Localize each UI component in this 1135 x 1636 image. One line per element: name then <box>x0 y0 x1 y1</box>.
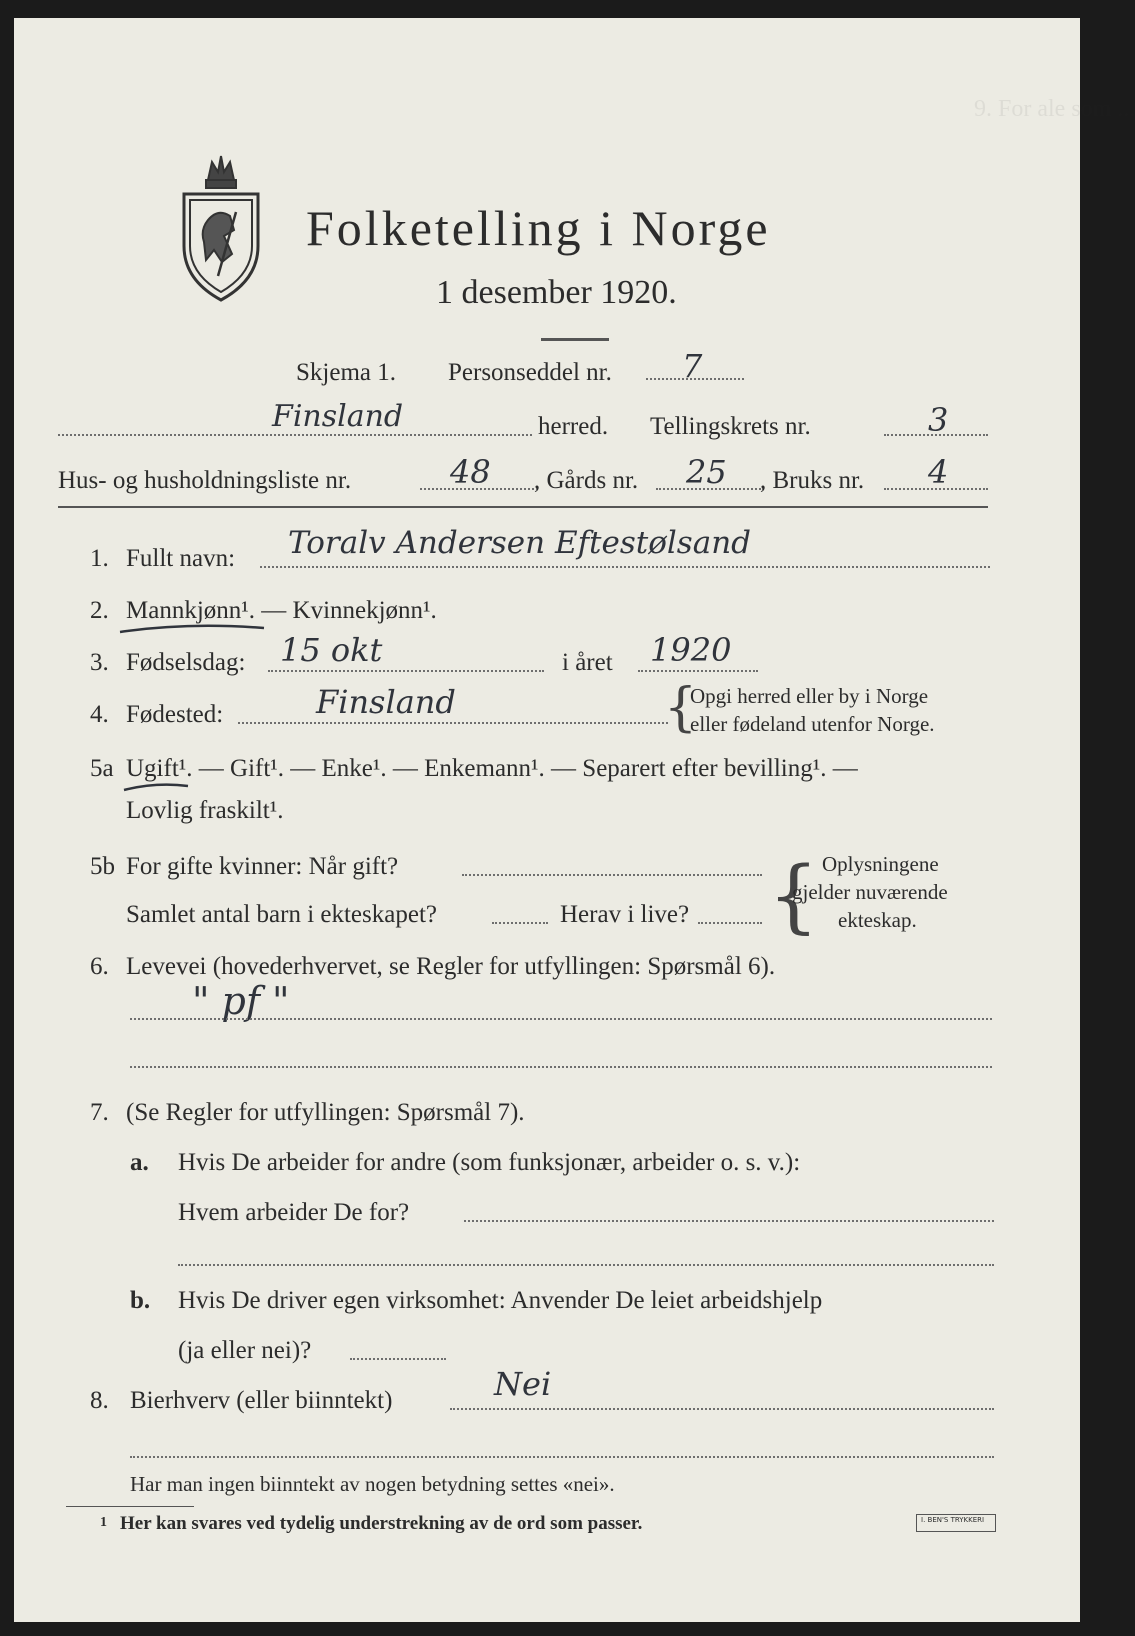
q5b-alive-label: Herav i live? <box>560 901 690 928</box>
q2-number: 2. <box>90 597 109 624</box>
employer-field[interactable] <box>464 1220 994 1222</box>
bruks-label: , Bruks nr. <box>760 467 865 494</box>
q4-note-line1: Opgi herred eller by i Norge <box>690 684 929 708</box>
q5b-note-line3: ekteskap. <box>838 908 917 932</box>
q7a-line1: Hvis De arbeider for andre (som funksjonær, arbeider o. s. v.): <box>178 1149 801 1176</box>
q3-year-label: i året <box>562 649 613 676</box>
full-name-field[interactable] <box>260 566 990 568</box>
occupation-field-line1[interactable] <box>130 1018 992 1020</box>
norway-coat-of-arms-icon <box>178 150 264 306</box>
side-income-field-line2[interactable] <box>130 1456 994 1458</box>
q6-label: Levevei (hovederhvervet, se Regler for utfyllingen: Spørsmål 6). <box>126 953 776 980</box>
q8-number: 8. <box>90 1387 109 1414</box>
printer-stamp: I. BEN'S TRYKKERI <box>916 1514 996 1532</box>
q4-label: Fødested: <box>126 701 224 728</box>
birthday-field[interactable] <box>268 670 544 672</box>
birthplace-field[interactable] <box>238 722 668 724</box>
q7b-line2: (ja eller nei)? <box>178 1337 312 1364</box>
personseddel-label: Personseddel nr. <box>448 359 612 386</box>
marital-options-line2: Lovlig fraskilt¹. <box>126 797 284 824</box>
hus-value: 48 <box>450 453 491 491</box>
q5b-note-line2: gjelder nuværende <box>792 880 948 904</box>
title-divider <box>541 338 609 341</box>
marital-underline-mark <box>122 780 192 794</box>
tellingskrets-label: Tellingskrets nr. <box>650 413 811 440</box>
q7a-line2: Hvem arbeider De for? <box>178 1199 410 1226</box>
bruks-value: 4 <box>928 453 949 491</box>
q1-number: 1. <box>90 545 109 572</box>
q7b-marker: b. <box>130 1287 151 1314</box>
footnote-divider <box>66 1506 194 1507</box>
bleed-through-text: 9. For ale som ... <box>974 96 1135 122</box>
employer-field-line2[interactable] <box>178 1264 994 1266</box>
q7a-marker: a. <box>130 1149 149 1176</box>
q1-label: Fullt navn: <box>126 545 236 572</box>
occupation-value: " pf " <box>192 979 290 1023</box>
children-alive-field[interactable] <box>698 922 762 924</box>
children-count-field[interactable] <box>492 922 548 924</box>
q5b-brace: { <box>768 849 819 942</box>
gards-value: 25 <box>686 453 727 491</box>
herred-value: Finsland <box>272 399 404 434</box>
side-income-value: Nei <box>494 1365 552 1403</box>
skjema-label: Skjema 1. <box>296 359 396 386</box>
footnote-number: 1 <box>100 1515 107 1530</box>
married-date-field[interactable] <box>462 874 762 876</box>
header-divider <box>58 506 988 508</box>
personseddel-value: 7 <box>682 347 703 385</box>
hus-label: Hus- og husholdningsliste nr. <box>58 467 352 494</box>
q7-label: (Se Regler for utfyllingen: Spørsmål 7). <box>126 1099 525 1126</box>
q3-label: Fødselsdag: <box>126 649 246 676</box>
q7-number: 7. <box>90 1099 109 1126</box>
side-income-field[interactable] <box>450 1408 994 1410</box>
q4-number: 4. <box>90 701 109 728</box>
full-name-value: Toralv Andersen Eftestølsand <box>288 525 752 561</box>
hired-help-field[interactable] <box>350 1358 446 1360</box>
marital-options-line1: Ugift¹. — Gift¹. — Enke¹. — Enkemann¹. — Separert efter bevilling¹. — <box>126 755 858 782</box>
q4-brace: { <box>664 678 698 738</box>
gender-underline-mark <box>118 622 268 636</box>
footnote-text: Her kan svares ved tydelig understrekning av de ord som passer. <box>120 1513 643 1534</box>
form-title: Folketelling i Norge <box>306 200 771 256</box>
q5b-note-line1: Oplysningene <box>822 852 939 876</box>
gender-options: Mannkjønn¹. — Kvinnekjønn¹. <box>126 597 437 624</box>
birthplace-value: Finsland <box>316 683 456 721</box>
q8-label: Bierhverv (eller biinntekt) <box>130 1387 393 1414</box>
q5b-married-label: For gifte kvinner: Når gift? <box>126 853 399 880</box>
q5a-number: 5a <box>90 755 114 782</box>
census-form-sheet <box>14 18 1135 1622</box>
birthday-value: 15 okt <box>280 631 383 669</box>
herred-field[interactable] <box>58 434 532 436</box>
q4-note-line2: eller fødeland utenfor Norge. <box>690 712 935 736</box>
census-date: 1 desember 1920. <box>436 274 677 311</box>
gards-label: , Gårds nr. <box>534 467 639 494</box>
footer-note: Har man ingen biinntekt av nogen betydning settes «nei». <box>130 1472 615 1496</box>
herred-label: herred. <box>538 413 609 440</box>
q5b-number: 5b <box>90 853 115 880</box>
birth-year-field[interactable] <box>638 670 758 672</box>
q3-number: 3. <box>90 649 109 676</box>
occupation-field-line2[interactable] <box>130 1066 992 1068</box>
birth-year-value: 1920 <box>650 631 732 669</box>
q7b-line1: Hvis De driver egen virksomhet: Anvender De leiet arbeidshjelp <box>178 1287 823 1314</box>
tellingskrets-value: 3 <box>928 401 949 439</box>
q6-number: 6. <box>90 953 109 980</box>
q5b-children-label: Samlet antal barn i ekteskapet? <box>126 901 437 928</box>
